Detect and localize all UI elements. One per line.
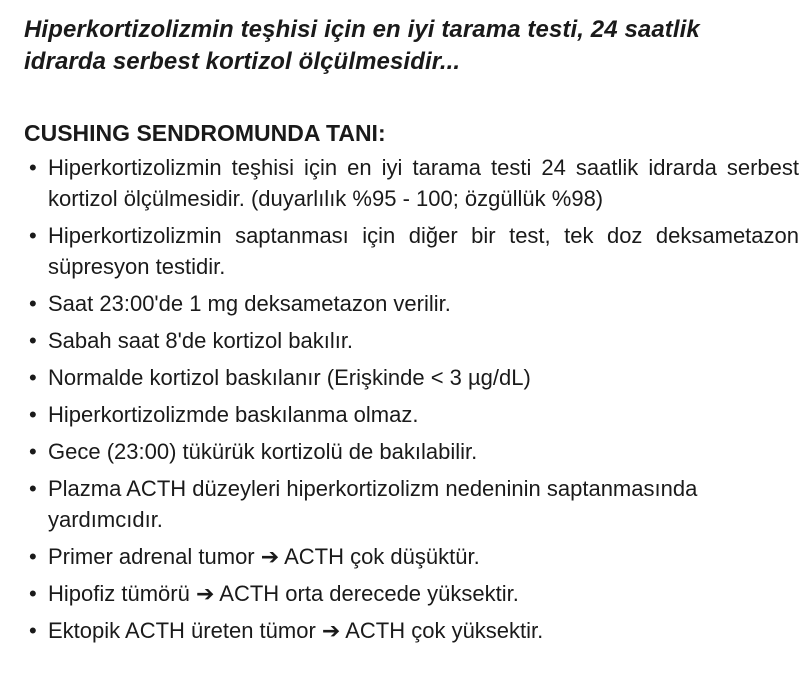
bullet-icon: •	[29, 476, 37, 501]
bullet-icon: •	[29, 365, 37, 390]
section-title: CUSHING SENDROMUNDA TANI:	[24, 120, 386, 146]
bullet-text: Hipofiz tümörü ➔ ACTH orta derecede yüksektir.	[48, 581, 519, 606]
bullet-item	[24, 541, 799, 572]
bullet-text: Gece (23:00) tükürük kortizolü de bakılabilir.	[48, 439, 478, 464]
bullet-item	[24, 325, 799, 356]
bullet-item	[24, 288, 799, 319]
bullet-text: Hiperkortizolizmin teşhisi için en iyi tarama testi 24 saatlik idrarda serbest kortizol ölçülmesidir. (duyarlılık %95 - 100; özgüllük %98)	[48, 155, 799, 211]
bullet-icon: •	[29, 581, 37, 606]
bullet-icon: •	[29, 155, 37, 180]
bullet-icon: •	[29, 223, 37, 248]
bullet-text: Hiperkortizolizmin saptanması için diğer bir test, tek doz deksametazon süpresyon testidir.	[48, 223, 799, 279]
bullet-icon: •	[29, 291, 37, 316]
bullet-item	[24, 436, 799, 467]
intro-statement	[24, 14, 794, 78]
bullet-icon: •	[29, 618, 37, 643]
bullet-item	[24, 473, 799, 535]
bullet-item	[24, 362, 799, 393]
bullet-list	[24, 152, 799, 652]
bullet-item	[24, 399, 799, 430]
bullet-text: Plazma ACTH düzeyleri hiperkortizolizm nedeninin saptanmasında yardımcıdır.	[48, 476, 698, 532]
bullet-text: Normalde kortizol baskılanır (Erişkinde < 3 µg/dL)	[48, 365, 531, 390]
bullet-item	[24, 615, 799, 646]
bullet-item	[24, 220, 799, 282]
bullet-icon: •	[29, 328, 37, 353]
bullet-item	[24, 152, 799, 214]
intro-line-1: Hiperkortizolizmin teşhisi için en iyi tarama testi, 24 saatlik	[24, 16, 700, 43]
bullet-text: Primer adrenal tumor ➔ ACTH çok düşüktür.	[48, 544, 480, 569]
bullet-icon: •	[29, 544, 37, 569]
bullet-icon: •	[29, 402, 37, 427]
bullet-item	[24, 578, 799, 609]
bullet-icon: •	[29, 439, 37, 464]
bullet-text: Ektopik ACTH üreten tümor ➔ ACTH çok yüksektir.	[48, 618, 544, 643]
bullet-text: Saat 23:00'de 1 mg deksametazon verilir.	[48, 291, 451, 316]
bullet-text: Hiperkortizolizmde baskılanma olmaz.	[48, 402, 419, 427]
bullet-text: Sabah saat 8'de kortizol bakılır.	[48, 328, 354, 353]
intro-line-2: idrarda serbest kortizol ölçülmesidir...	[24, 48, 461, 75]
